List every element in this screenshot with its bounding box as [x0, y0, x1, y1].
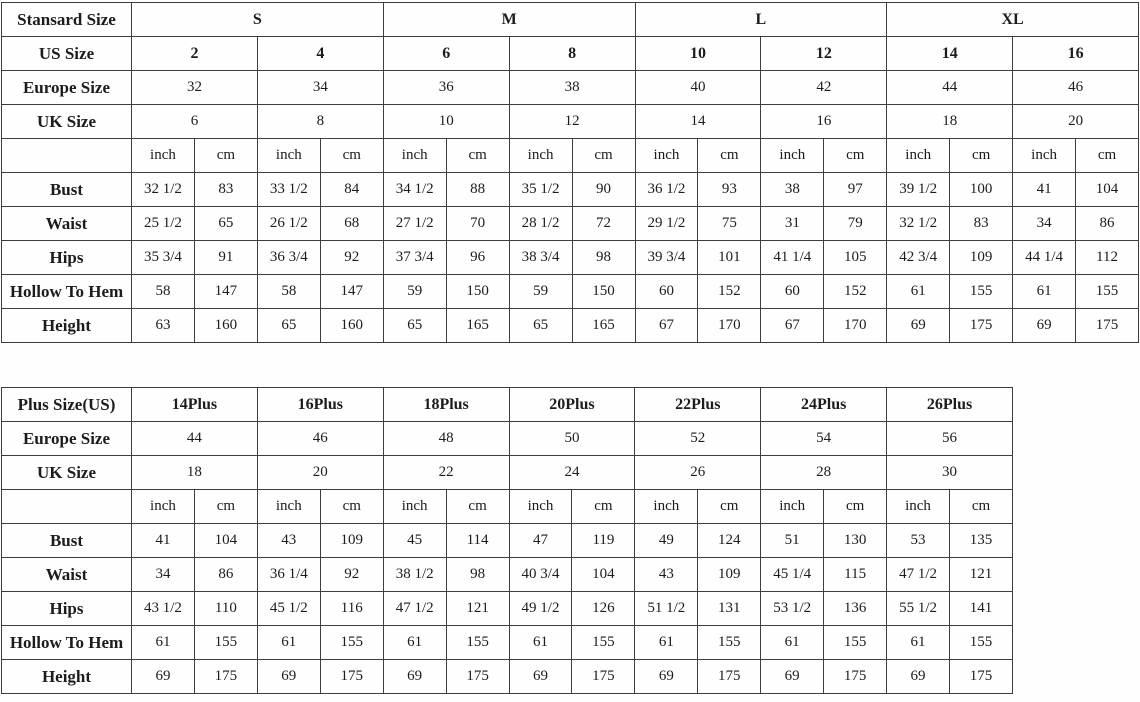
- measurement-cell: 69: [1013, 309, 1076, 343]
- unit-cm-cell: cm: [320, 490, 383, 524]
- measurement-cell: 175: [949, 660, 1012, 694]
- measurement-cell: 175: [698, 660, 761, 694]
- measurement-cell: 31: [761, 207, 824, 241]
- measurement-cell: 100: [950, 173, 1013, 207]
- size-value-cell: 6: [383, 37, 509, 71]
- measurement-cell: 90: [572, 173, 635, 207]
- measurement-cell: 41 1/4: [761, 241, 824, 275]
- measurement-cell: 124: [698, 524, 761, 558]
- measurement-cell: 105: [824, 241, 887, 275]
- measurement-cell: 83: [194, 173, 257, 207]
- measurement-cell: 60: [635, 275, 698, 309]
- measurement-cell: 37 3/4: [383, 241, 446, 275]
- size-value-cell: 4: [257, 37, 383, 71]
- size-value-cell: 52: [635, 422, 761, 456]
- measurement-cell: 155: [824, 626, 887, 660]
- measurement-cell: 65: [509, 309, 572, 343]
- measurement-cell: 115: [824, 558, 887, 592]
- size-header-row: [2, 71, 1139, 105]
- row-label: US Size: [2, 37, 132, 71]
- measurement-cell: 72: [572, 207, 635, 241]
- measurement-cell: 61: [635, 626, 698, 660]
- measurement-cell: 150: [446, 275, 509, 309]
- size-value-cell: 16: [761, 105, 887, 139]
- size-value-cell: 24: [509, 456, 635, 490]
- measurement-cell: 165: [572, 309, 635, 343]
- size-value-cell: 50: [509, 422, 635, 456]
- measurement-row: [2, 592, 1013, 626]
- measurement-cell: 110: [194, 592, 257, 626]
- measurement-cell: 101: [698, 241, 761, 275]
- row-label: UK Size: [2, 456, 132, 490]
- measurement-cell: 51: [761, 524, 824, 558]
- unit-inch-cell: inch: [887, 490, 950, 524]
- size-header-row: [2, 37, 1139, 71]
- unit-inch-cell: inch: [132, 490, 195, 524]
- measurement-cell: 69: [635, 660, 698, 694]
- measurement-cell: 141: [949, 592, 1012, 626]
- size-value-cell: 34: [257, 71, 383, 105]
- measurement-cell: 155: [949, 626, 1012, 660]
- measurement-cell: 155: [950, 275, 1013, 309]
- size-value-cell: 14: [887, 37, 1013, 71]
- size-value-cell: 20: [257, 456, 383, 490]
- unit-inch-cell: inch: [509, 490, 572, 524]
- measurement-cell: 175: [194, 660, 257, 694]
- size-value-cell: 6: [132, 105, 258, 139]
- size-value-cell: 18: [887, 105, 1013, 139]
- unit-cm-cell: cm: [572, 490, 635, 524]
- measurement-cell: 70: [446, 207, 509, 241]
- size-value-cell: 46: [257, 422, 383, 456]
- size-value-cell: 54: [761, 422, 887, 456]
- measurement-cell: 61: [509, 626, 572, 660]
- measurement-cell: 60: [761, 275, 824, 309]
- size-value-cell: 10: [383, 105, 509, 139]
- measurement-cell: 160: [194, 309, 257, 343]
- unit-inch-cell: inch: [509, 139, 572, 173]
- unit-cm-cell: cm: [446, 490, 509, 524]
- row-label: Bust: [2, 173, 132, 207]
- measurement-cell: 38 1/2: [383, 558, 446, 592]
- measurement-cell: 69: [761, 660, 824, 694]
- measurement-cell: 98: [446, 558, 509, 592]
- measurement-cell: 61: [887, 275, 950, 309]
- measurement-row: [2, 241, 1139, 275]
- row-label: Europe Size: [2, 71, 132, 105]
- size-value-cell: 26: [635, 456, 761, 490]
- measurement-cell: 38: [761, 173, 824, 207]
- measurement-cell: 43: [635, 558, 698, 592]
- row-label: Height: [2, 309, 132, 343]
- measurement-cell: 65: [257, 309, 320, 343]
- measurement-cell: 155: [572, 626, 635, 660]
- measurement-cell: 69: [887, 309, 950, 343]
- unit-cm-cell: cm: [824, 139, 887, 173]
- measurement-row: [2, 173, 1139, 207]
- row-label: Waist: [2, 558, 132, 592]
- size-value-cell: 38: [509, 71, 635, 105]
- row-label: UK Size: [2, 105, 132, 139]
- measurement-cell: 155: [446, 626, 509, 660]
- measurement-cell: 63: [132, 309, 195, 343]
- size-group-cell: 18Plus: [383, 388, 509, 422]
- row-label: Waist: [2, 207, 132, 241]
- measurement-cell: 109: [950, 241, 1013, 275]
- measurement-cell: 28 1/2: [509, 207, 572, 241]
- unit-inch-cell: inch: [383, 139, 446, 173]
- measurement-cell: 175: [446, 660, 509, 694]
- measurement-cell: 175: [572, 660, 635, 694]
- measurement-cell: 61: [761, 626, 824, 660]
- measurement-row: [2, 309, 1139, 343]
- unit-row: [2, 139, 1139, 173]
- size-group-cell: 20Plus: [509, 388, 635, 422]
- measurement-cell: 119: [572, 524, 635, 558]
- measurement-cell: 36 1/4: [257, 558, 320, 592]
- size-group-cell: 24Plus: [761, 388, 887, 422]
- measurement-cell: 47 1/2: [383, 592, 446, 626]
- measurement-cell: 92: [320, 558, 383, 592]
- measurement-cell: 135: [949, 524, 1012, 558]
- unit-inch-cell: inch: [132, 139, 195, 173]
- measurement-cell: 41: [132, 524, 195, 558]
- measurement-cell: 29 1/2: [635, 207, 698, 241]
- measurement-cell: 61: [132, 626, 195, 660]
- unit-inch-cell: inch: [887, 139, 950, 173]
- measurement-row: [2, 207, 1139, 241]
- size-value-cell: 12: [761, 37, 887, 71]
- measurement-cell: 131: [698, 592, 761, 626]
- size-group-row: [2, 388, 1013, 422]
- measurement-cell: 83: [950, 207, 1013, 241]
- measurement-cell: 121: [446, 592, 509, 626]
- measurement-cell: 175: [320, 660, 383, 694]
- size-value-cell: 56: [887, 422, 1013, 456]
- unit-cm-cell: cm: [950, 139, 1013, 173]
- unit-cm-cell: cm: [194, 139, 257, 173]
- measurement-cell: 61: [1013, 275, 1076, 309]
- measurement-cell: 65: [383, 309, 446, 343]
- row-label: Height: [2, 660, 132, 694]
- measurement-cell: 112: [1076, 241, 1139, 275]
- size-group-row: [2, 3, 1139, 37]
- size-value-cell: 32: [132, 71, 258, 105]
- measurement-cell: 130: [824, 524, 887, 558]
- measurement-cell: 69: [257, 660, 320, 694]
- unit-row: [2, 490, 1013, 524]
- measurement-cell: 155: [698, 626, 761, 660]
- measurement-cell: 91: [194, 241, 257, 275]
- measurement-cell: 41: [1013, 173, 1076, 207]
- size-header-row: [2, 105, 1139, 139]
- measurement-cell: 104: [1076, 173, 1139, 207]
- size-header-row: [2, 456, 1013, 490]
- size-group-cell: 14Plus: [132, 388, 258, 422]
- measurement-cell: 51 1/2: [635, 592, 698, 626]
- measurement-cell: 92: [320, 241, 383, 275]
- measurement-cell: 32 1/2: [887, 207, 950, 241]
- measurement-cell: 175: [1076, 309, 1139, 343]
- unit-inch-cell: inch: [257, 490, 320, 524]
- measurement-cell: 49: [635, 524, 698, 558]
- measurement-cell: 39 1/2: [887, 173, 950, 207]
- measurement-row: [2, 524, 1013, 558]
- size-value-cell: 30: [887, 456, 1013, 490]
- measurement-cell: 61: [257, 626, 320, 660]
- unit-inch-cell: inch: [257, 139, 320, 173]
- measurement-cell: 155: [320, 626, 383, 660]
- corner-label: Plus Size(US): [2, 388, 132, 422]
- row-label: Hollow To Hem: [2, 275, 132, 309]
- measurement-cell: 93: [698, 173, 761, 207]
- measurement-cell: 32 1/2: [132, 173, 195, 207]
- measurement-cell: 49 1/2: [509, 592, 572, 626]
- plus-size-table: [1, 387, 1013, 694]
- measurement-cell: 43 1/2: [132, 592, 195, 626]
- empty-corner-cell: [2, 139, 132, 173]
- measurement-cell: 104: [194, 524, 257, 558]
- size-value-cell: 48: [383, 422, 509, 456]
- size-value-cell: 42: [761, 71, 887, 105]
- measurement-cell: 61: [383, 626, 446, 660]
- size-value-cell: 22: [383, 456, 509, 490]
- measurement-cell: 40 3/4: [509, 558, 572, 592]
- measurement-cell: 150: [572, 275, 635, 309]
- measurement-cell: 65: [194, 207, 257, 241]
- unit-cm-cell: cm: [824, 490, 887, 524]
- size-value-cell: 2: [132, 37, 258, 71]
- measurement-cell: 33 1/2: [257, 173, 320, 207]
- row-label: Hips: [2, 592, 132, 626]
- unit-inch-cell: inch: [761, 139, 824, 173]
- measurement-cell: 34: [1013, 207, 1076, 241]
- size-value-cell: 12: [509, 105, 635, 139]
- measurement-cell: 59: [509, 275, 572, 309]
- measurement-cell: 45: [383, 524, 446, 558]
- unit-cm-cell: cm: [320, 139, 383, 173]
- measurement-cell: 47 1/2: [887, 558, 950, 592]
- measurement-cell: 147: [194, 275, 257, 309]
- measurement-cell: 114: [446, 524, 509, 558]
- measurement-cell: 79: [824, 207, 887, 241]
- measurement-cell: 36 3/4: [257, 241, 320, 275]
- measurement-cell: 68: [320, 207, 383, 241]
- measurement-cell: 69: [887, 660, 950, 694]
- size-group-cell: 16Plus: [257, 388, 383, 422]
- measurement-row: [2, 275, 1139, 309]
- unit-inch-cell: inch: [635, 139, 698, 173]
- measurement-cell: 98: [572, 241, 635, 275]
- size-value-cell: 14: [635, 105, 761, 139]
- corner-label: Stansard Size: [2, 3, 132, 37]
- measurement-cell: 53 1/2: [761, 592, 824, 626]
- measurement-cell: 36 1/2: [635, 173, 698, 207]
- measurement-cell: 165: [446, 309, 509, 343]
- measurement-cell: 170: [824, 309, 887, 343]
- size-value-cell: 36: [383, 71, 509, 105]
- measurement-cell: 58: [132, 275, 195, 309]
- measurement-cell: 69: [509, 660, 572, 694]
- measurement-cell: 58: [257, 275, 320, 309]
- unit-cm-cell: cm: [572, 139, 635, 173]
- row-label: Hips: [2, 241, 132, 275]
- size-value-cell: 44: [887, 71, 1013, 105]
- size-group-cell: XL: [887, 3, 1139, 37]
- measurement-cell: 160: [320, 309, 383, 343]
- size-value-cell: 40: [635, 71, 761, 105]
- measurement-cell: 35 3/4: [132, 241, 195, 275]
- measurement-cell: 45 1/4: [761, 558, 824, 592]
- size-value-cell: 10: [635, 37, 761, 71]
- measurement-cell: 34: [132, 558, 195, 592]
- measurement-cell: 155: [1076, 275, 1139, 309]
- measurement-cell: 53: [887, 524, 950, 558]
- unit-inch-cell: inch: [383, 490, 446, 524]
- measurement-cell: 104: [572, 558, 635, 592]
- empty-corner-cell: [2, 490, 132, 524]
- standard-size-table: [1, 2, 1139, 343]
- size-value-cell: 16: [1013, 37, 1139, 71]
- size-group-cell: M: [383, 3, 635, 37]
- unit-cm-cell: cm: [698, 139, 761, 173]
- measurement-cell: 86: [194, 558, 257, 592]
- measurement-cell: 27 1/2: [383, 207, 446, 241]
- measurement-cell: 43: [257, 524, 320, 558]
- measurement-cell: 45 1/2: [257, 592, 320, 626]
- measurement-cell: 88: [446, 173, 509, 207]
- size-value-cell: 18: [132, 456, 258, 490]
- measurement-cell: 175: [950, 309, 1013, 343]
- measurement-cell: 25 1/2: [132, 207, 195, 241]
- size-value-cell: 46: [1013, 71, 1139, 105]
- unit-cm-cell: cm: [1076, 139, 1139, 173]
- measurement-cell: 69: [132, 660, 195, 694]
- measurement-row: [2, 626, 1013, 660]
- size-value-cell: 8: [257, 105, 383, 139]
- measurement-cell: 39 3/4: [635, 241, 698, 275]
- size-value-cell: 20: [1013, 105, 1139, 139]
- measurement-cell: 97: [824, 173, 887, 207]
- measurement-cell: 47: [509, 524, 572, 558]
- measurement-cell: 67: [761, 309, 824, 343]
- measurement-cell: 61: [887, 626, 950, 660]
- measurement-row: [2, 558, 1013, 592]
- size-value-cell: 44: [132, 422, 258, 456]
- measurement-cell: 136: [824, 592, 887, 626]
- measurement-cell: 38 3/4: [509, 241, 572, 275]
- measurement-cell: 34 1/2: [383, 173, 446, 207]
- measurement-cell: 26 1/2: [257, 207, 320, 241]
- measurement-cell: 96: [446, 241, 509, 275]
- measurement-cell: 75: [698, 207, 761, 241]
- measurement-cell: 59: [383, 275, 446, 309]
- unit-cm-cell: cm: [949, 490, 1012, 524]
- size-group-cell: 26Plus: [887, 388, 1013, 422]
- measurement-cell: 152: [824, 275, 887, 309]
- measurement-row: [2, 660, 1013, 694]
- size-group-cell: S: [132, 3, 384, 37]
- size-group-cell: 22Plus: [635, 388, 761, 422]
- measurement-cell: 126: [572, 592, 635, 626]
- measurement-cell: 121: [949, 558, 1012, 592]
- unit-inch-cell: inch: [1013, 139, 1076, 173]
- measurement-cell: 152: [698, 275, 761, 309]
- row-label: Hollow To Hem: [2, 626, 132, 660]
- size-value-cell: 8: [509, 37, 635, 71]
- unit-cm-cell: cm: [446, 139, 509, 173]
- measurement-cell: 109: [320, 524, 383, 558]
- measurement-cell: 86: [1076, 207, 1139, 241]
- measurement-cell: 55 1/2: [887, 592, 950, 626]
- measurement-cell: 42 3/4: [887, 241, 950, 275]
- measurement-cell: 69: [383, 660, 446, 694]
- measurement-cell: 147: [320, 275, 383, 309]
- measurement-cell: 116: [320, 592, 383, 626]
- size-group-cell: L: [635, 3, 887, 37]
- measurement-cell: 44 1/4: [1013, 241, 1076, 275]
- measurement-cell: 155: [194, 626, 257, 660]
- size-value-cell: 28: [761, 456, 887, 490]
- measurement-cell: 170: [698, 309, 761, 343]
- measurement-cell: 109: [698, 558, 761, 592]
- row-label: Europe Size: [2, 422, 132, 456]
- measurement-cell: 35 1/2: [509, 173, 572, 207]
- size-header-row: [2, 422, 1013, 456]
- unit-cm-cell: cm: [194, 490, 257, 524]
- measurement-cell: 84: [320, 173, 383, 207]
- row-label: Bust: [2, 524, 132, 558]
- unit-cm-cell: cm: [698, 490, 761, 524]
- measurement-cell: 175: [824, 660, 887, 694]
- unit-inch-cell: inch: [761, 490, 824, 524]
- unit-inch-cell: inch: [635, 490, 698, 524]
- measurement-cell: 67: [635, 309, 698, 343]
